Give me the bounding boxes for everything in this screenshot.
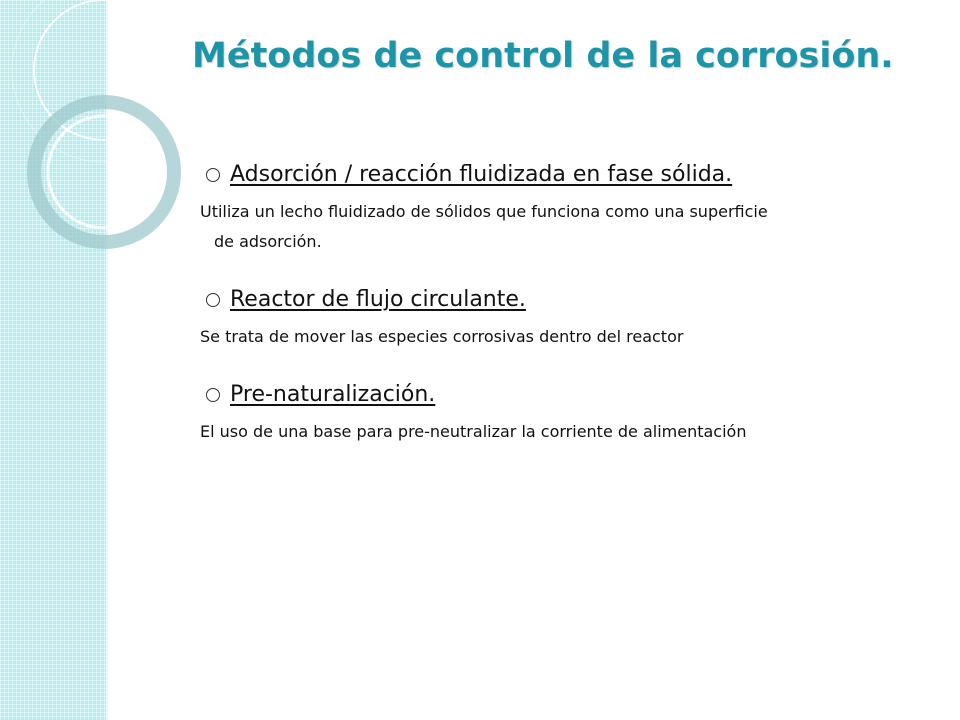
list-item <box>200 162 920 257</box>
item-description <box>200 322 920 352</box>
bullet-list <box>200 162 920 447</box>
item-description-line: Utiliza un lecho fluidizado de sólidos que funciona como una superficie <box>200 202 768 221</box>
item-description-line: Se trata de mover las especies corrosivas dentro del reactor <box>200 327 684 346</box>
list-item <box>200 382 920 447</box>
item-heading: Reactor de flujo circulante. <box>230 287 526 312</box>
item-description-line: de adsorción. <box>214 232 322 251</box>
page-title: Métodos de control de la corrosión. <box>192 36 894 76</box>
item-heading: Adsorción / reacción fluidizada en fase sólida. <box>230 162 733 187</box>
item-heading: Pre-naturalización. <box>230 382 436 407</box>
circle-bullet-icon <box>206 168 220 182</box>
circle-bullet-icon <box>206 388 220 402</box>
circle-bullet-icon <box>206 293 220 307</box>
item-description <box>200 417 920 447</box>
list-item <box>200 287 920 352</box>
item-description-line: El uso de una base para pre-neutralizar la corriente de alimentación <box>200 422 747 441</box>
item-description <box>0 197 920 257</box>
